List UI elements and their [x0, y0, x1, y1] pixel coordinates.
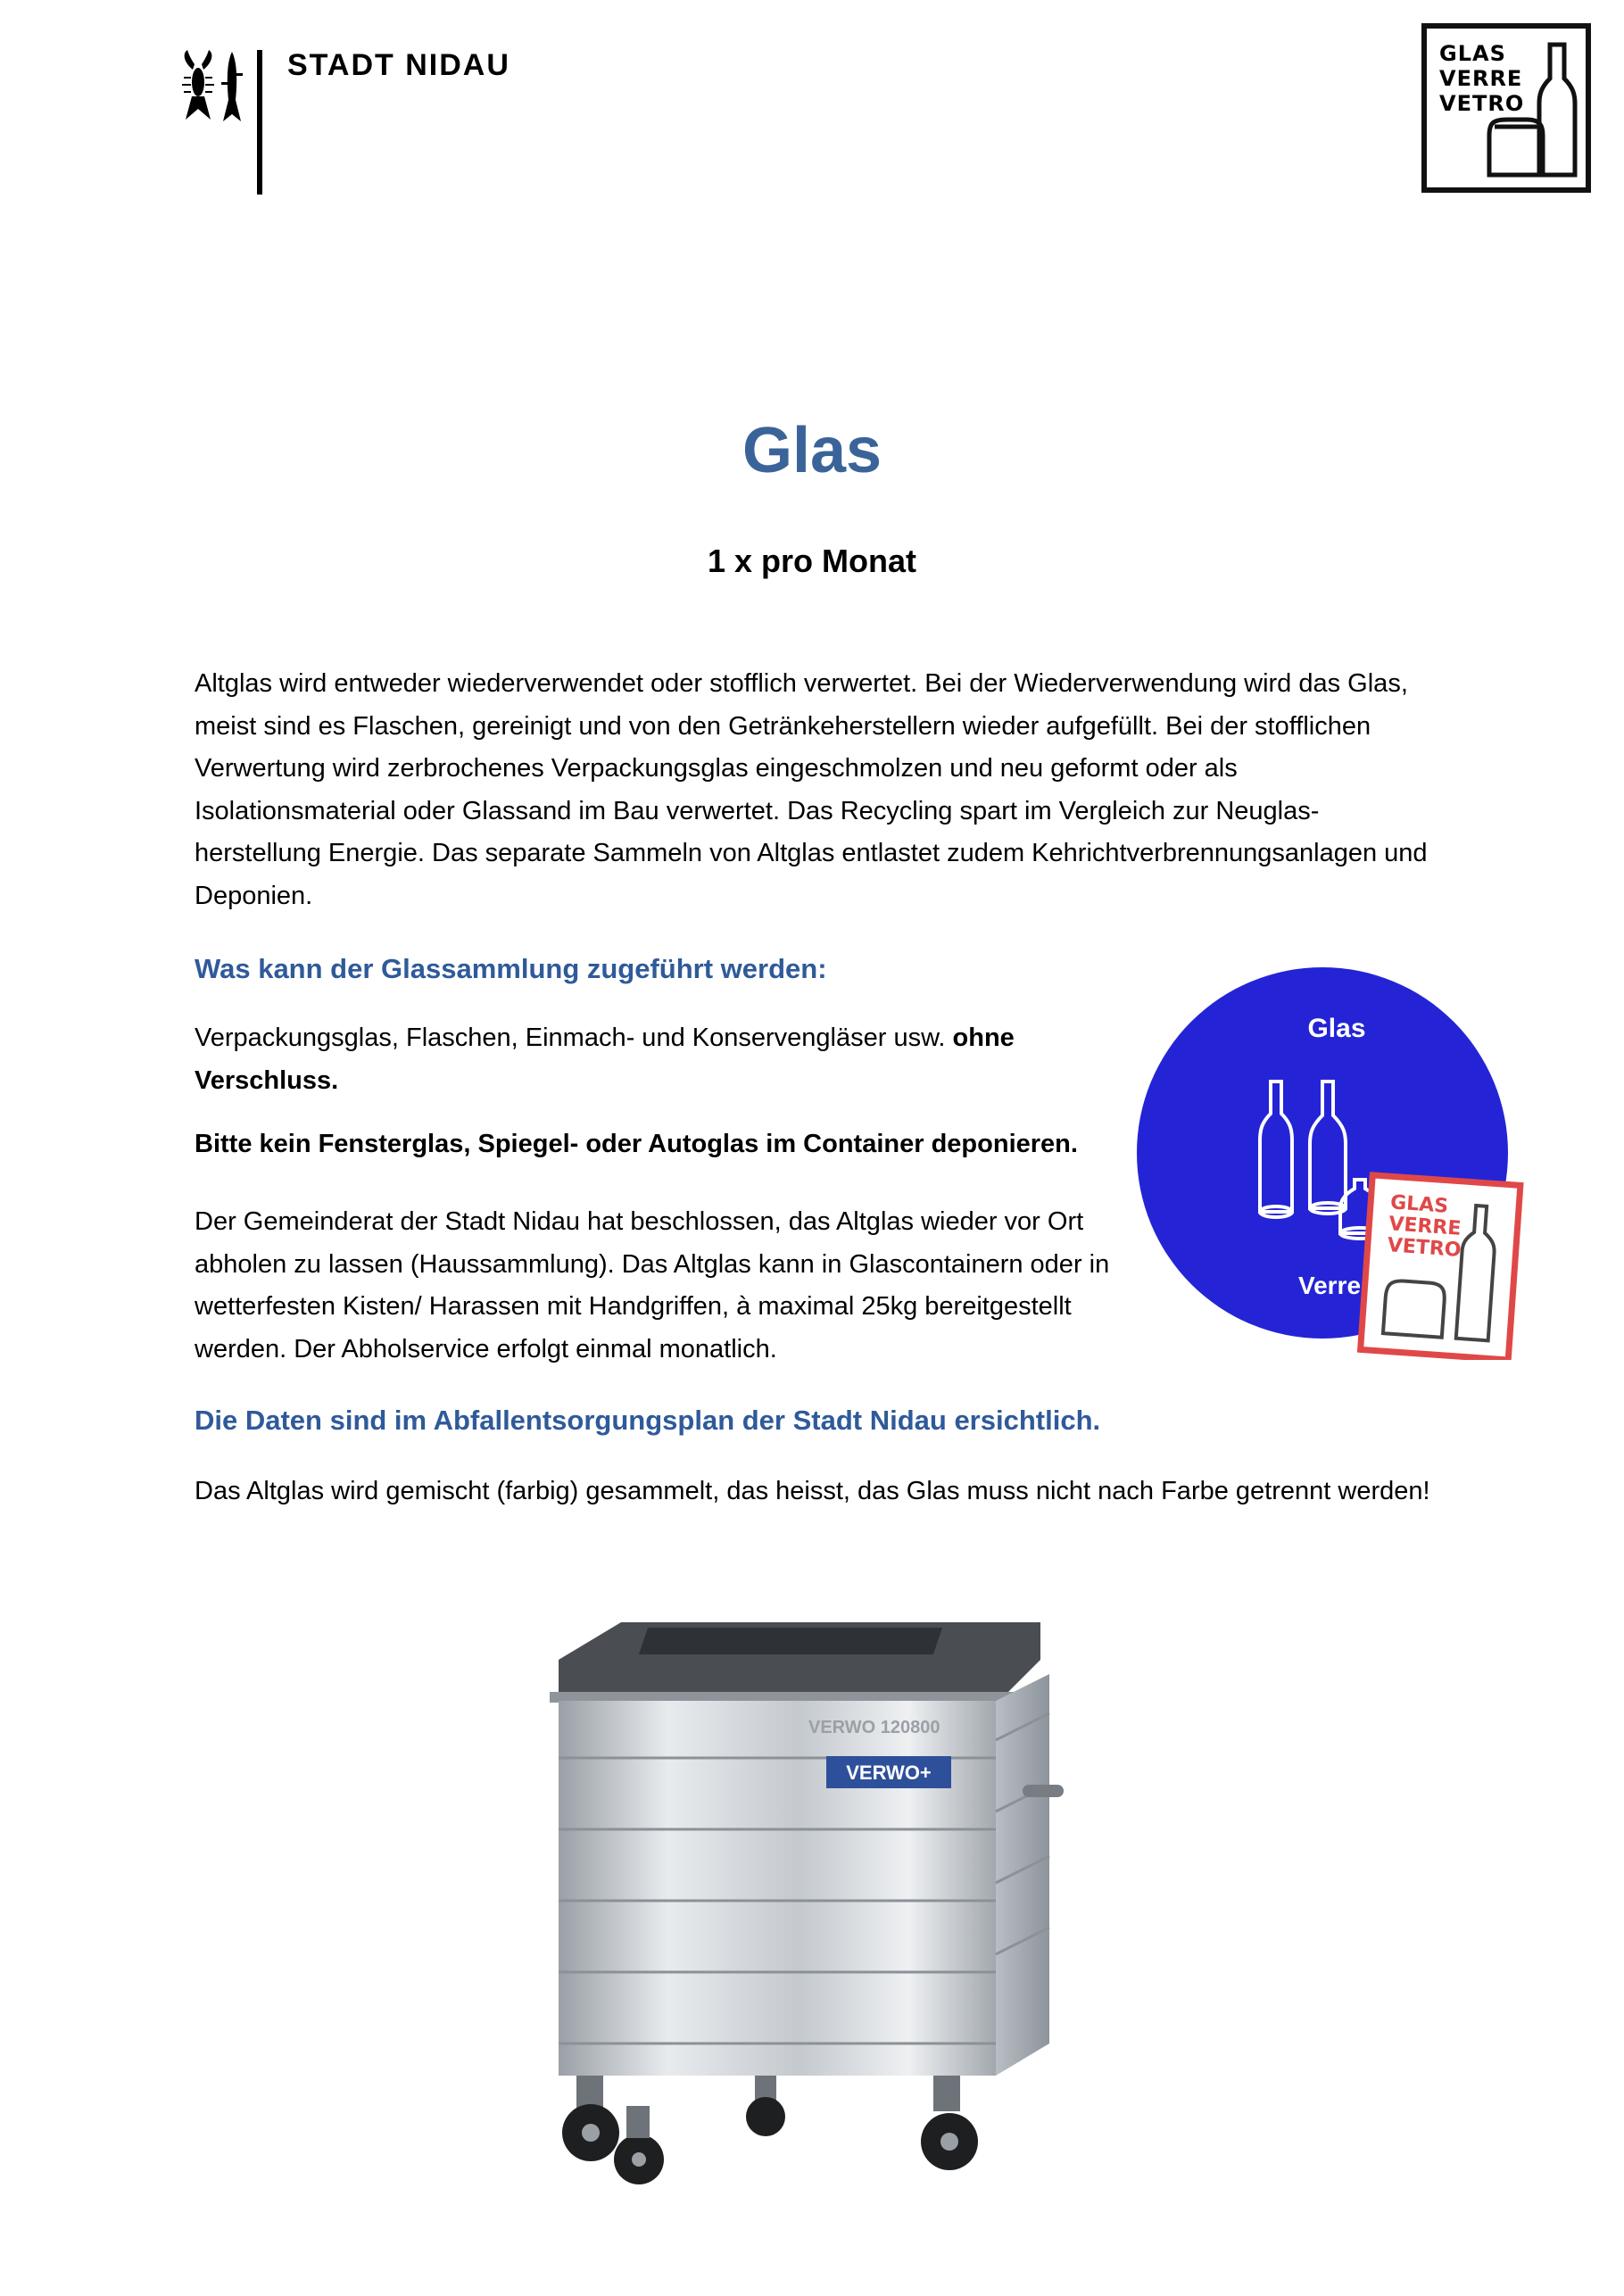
glas-container-sticker	[1131, 962, 1529, 1360]
badge-line: VERRE	[1388, 1213, 1462, 1240]
glass-collection-container-image	[541, 1606, 1094, 2195]
council-paragraph: Der Gemeinderat der Stadt Nidau hat beschlossen, das Altglas wieder vor Ort abholen zu lassen (Haussammlung). Das Altglas kann in Glascontainern oder in wetterfesten Kisten/ Harassen mit Handgriffen, à maximal 25kg bereitgestellt werden. Der Abholservice erfolgt einmal monatlich.	[195, 1207, 1110, 1364]
side-handle	[1023, 1785, 1064, 1797]
brand-label: VERWO+	[846, 1761, 932, 1784]
crayfish-fish-crest-icon	[177, 46, 252, 127]
sticker-label-bottom: Verre	[1297, 1272, 1362, 1299]
badge-line: GLAS	[1389, 1191, 1449, 1218]
allowed-items-condition: ohne Verschluss.	[195, 1024, 1015, 1095]
section-heading-dates: Die Daten sind im Abfallentsorgungsplan der Stadt Nidau ersichtlich.	[195, 1405, 1101, 1436]
glas-verre-vetro-logo	[1421, 23, 1591, 193]
allowed-items-paragraph	[195, 1017, 1105, 1102]
wheels	[562, 2076, 978, 2184]
glas-logo-line: GLAS	[1439, 41, 1506, 66]
intro-paragraph: Altglas wird entweder wiederverwendet oder stofflich verwertet. Bei der Wiederverwendung wird das Glas, meist sind es Flaschen, gereinigt und von den Getränkeherstellern wieder aufgefüllt. Bei der stofflichen Verwertung wird zerbrochenes Verpackungsglas eingeschmolzen und neu geformt oder als Isolationsmaterial oder Glassand im Bau verwertet. Das Recycling spart im Vergleich zur Neuglas-herstellung Energie. Das separate Sammeln von Altglas entlastet zudem Kehrichtverbrennungsanlagen und Deponien.	[195, 669, 1428, 910]
section-heading-collect: Was kann der Glassammlung zugeführt werden:	[195, 953, 827, 984]
header-divider	[257, 50, 262, 195]
sticker-label-top: Glas	[1307, 1014, 1366, 1043]
bottle-jar-icon	[1480, 37, 1578, 180]
forbidden-items-warning: Bitte kein Fensterglas, Spiegel- oder Autoglas im Container deponieren.	[195, 1130, 1078, 1158]
mixed-collection-paragraph: Das Altglas wird gemischt (farbig) gesammelt, das heisst, das Glas muss nicht nach Farbe getrennt werden!	[195, 1477, 1430, 1505]
glas-verre-vetro-badge	[1361, 1175, 1520, 1360]
page-title: Glas	[742, 415, 882, 486]
collection-frequency: 1 x pro Monat	[707, 543, 917, 579]
allowed-items-text: Verpackungsglas, Flaschen, Einmach- und Konservengläser usw.	[195, 1024, 946, 1052]
town-name: STADT NIDAU	[287, 48, 510, 82]
container-engraving: VERWO 120800	[808, 1718, 940, 1737]
badge-line: VETRO	[1386, 1234, 1462, 1262]
glas-logo-line: VERRE	[1439, 66, 1523, 91]
glas-logo-line: VETRO	[1439, 91, 1525, 116]
